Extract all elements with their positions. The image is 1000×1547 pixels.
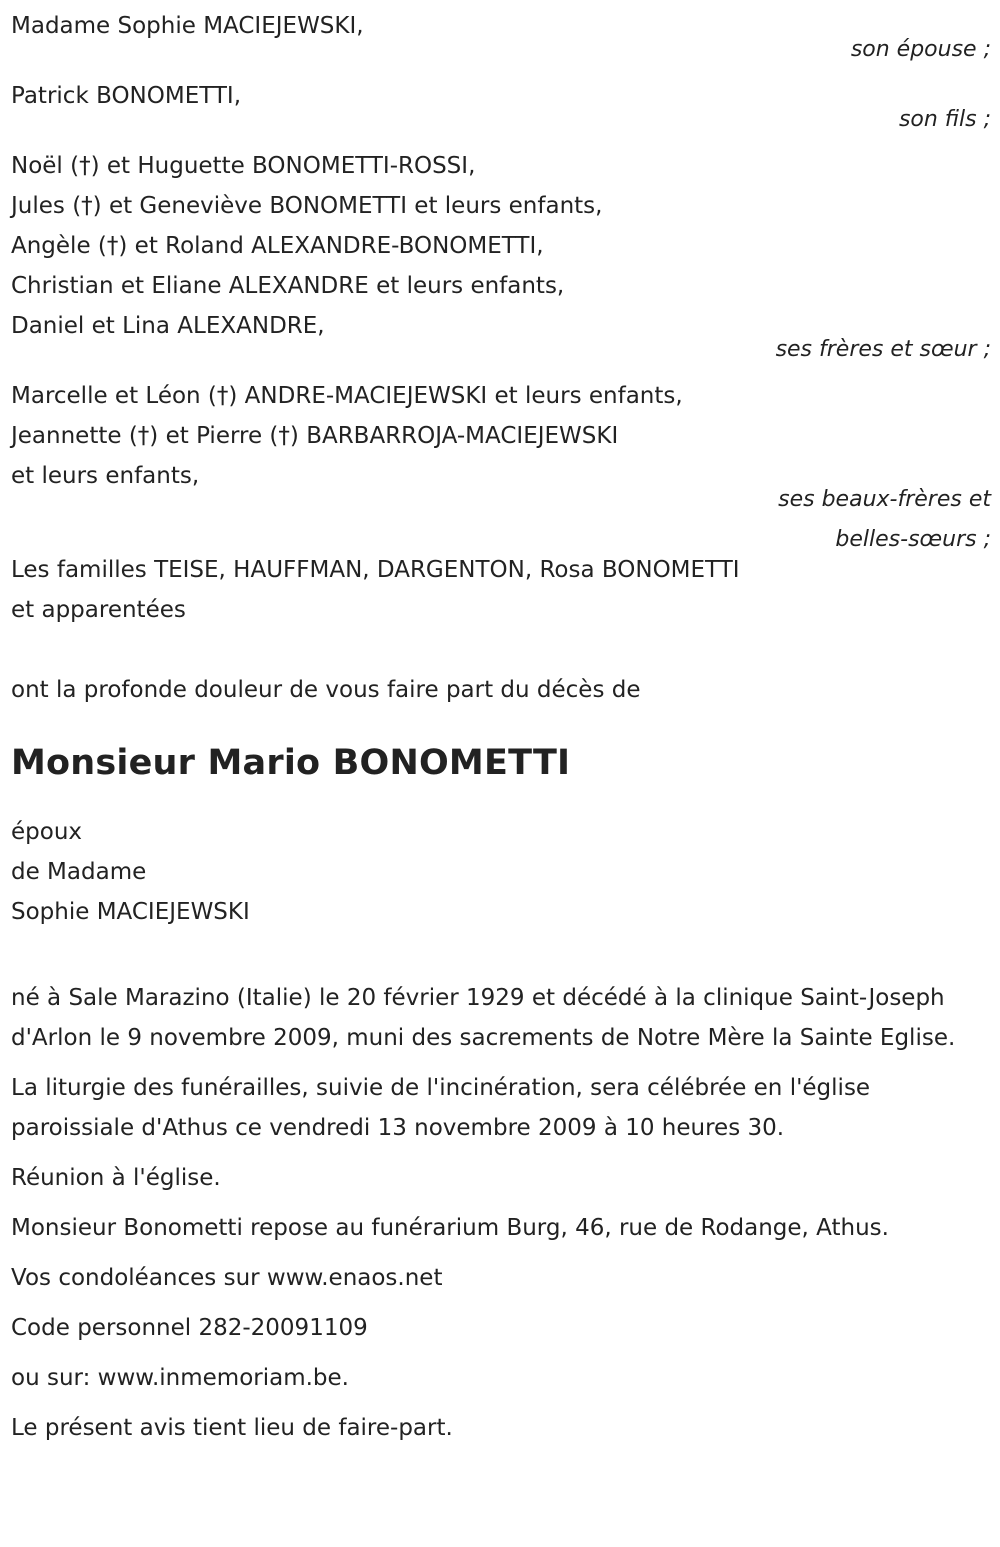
relation-label: ses frères et sœur ;	[775, 337, 991, 362]
spouse-line: Sophie MACIEJEWSKI	[11, 899, 250, 925]
funeral-home-details: Monsieur Bonometti repose au funérarium Burg, 46, rue de Rodange, Athus.	[11, 1215, 889, 1241]
spouse-line: de Madame	[11, 859, 147, 885]
family-group-spouse	[11, 6, 991, 70]
family-line: Les familles TEISE, HAUFFMAN, DARGENTON, Rosa BONOMETTI	[11, 557, 740, 583]
deceased-name: Monsieur Mario BONOMETTI	[11, 743, 571, 783]
spouse-block	[11, 812, 991, 932]
family-line: Christian et Eliane ALEXANDRE et leurs enfants,	[11, 273, 565, 299]
family-group-in-laws	[11, 376, 991, 560]
relation-label: ses beaux-frères et	[778, 487, 991, 512]
family-line: Angèle (†) et Roland ALEXANDRE-BONOMETTI,	[11, 233, 544, 259]
relation-label-continued: belles-sœurs ;	[835, 527, 991, 552]
personal-code-line: Code personnel 282-20091109	[11, 1315, 368, 1341]
obituary-notice	[11, 6, 991, 1458]
family-line: Marcelle et Léon (†) ANDRE-MACIEJEWSKI et leurs enfants,	[11, 383, 683, 409]
family-line: Patrick BONOMETTI,	[11, 83, 242, 109]
spouse-line: époux	[11, 819, 83, 845]
meeting-details: Réunion à l'église.	[11, 1165, 221, 1191]
family-line: Noël (†) et Huguette BONOMETTI-ROSSI,	[11, 153, 476, 179]
alternate-website-line: ou sur: www.inmemoriam.be.	[11, 1365, 349, 1391]
family-line: Madame Sophie MACIEJEWSKI,	[11, 13, 364, 39]
family-line: et apparentées	[11, 597, 186, 623]
closing-note: Le présent avis tient lieu de faire-part.	[11, 1415, 453, 1441]
family-line: Jules (†) et Geneviève BONOMETTI et leurs enfants,	[11, 193, 603, 219]
relation-label: son épouse ;	[850, 37, 991, 62]
relation-label: son fils ;	[898, 107, 991, 132]
announcement-text: ont la profonde douleur de vous faire part du décès de	[11, 677, 641, 703]
family-line: Jeannette (†) et Pierre (†) BARBARROJA-MACIEJEWSKI	[11, 423, 619, 449]
details-block	[11, 978, 991, 1448]
family-group-son	[11, 76, 991, 140]
family-line: et leurs enfants,	[11, 463, 200, 489]
family-group-siblings	[11, 146, 991, 370]
birth-death-details: né à Sale Marazino (Italie) le 20 février 1929 et décédé à la clinique Saint-Joseph d'Arlon le 9 novembre 2009, muni des sacrements de Notre Mère la Sainte Eglise.	[11, 985, 956, 1051]
funeral-details: La liturgie des funérailles, suivie de l'incinération, sera célébrée en l'église paroissiale d'Athus ce vendredi 13 novembre 2009 à 10 heures 30.	[11, 1075, 871, 1141]
family-group-relatives	[11, 550, 991, 630]
condolences-line: Vos condoléances sur www.enaos.net	[11, 1265, 443, 1291]
family-line: Daniel et Lina ALEXANDRE,	[11, 313, 325, 339]
